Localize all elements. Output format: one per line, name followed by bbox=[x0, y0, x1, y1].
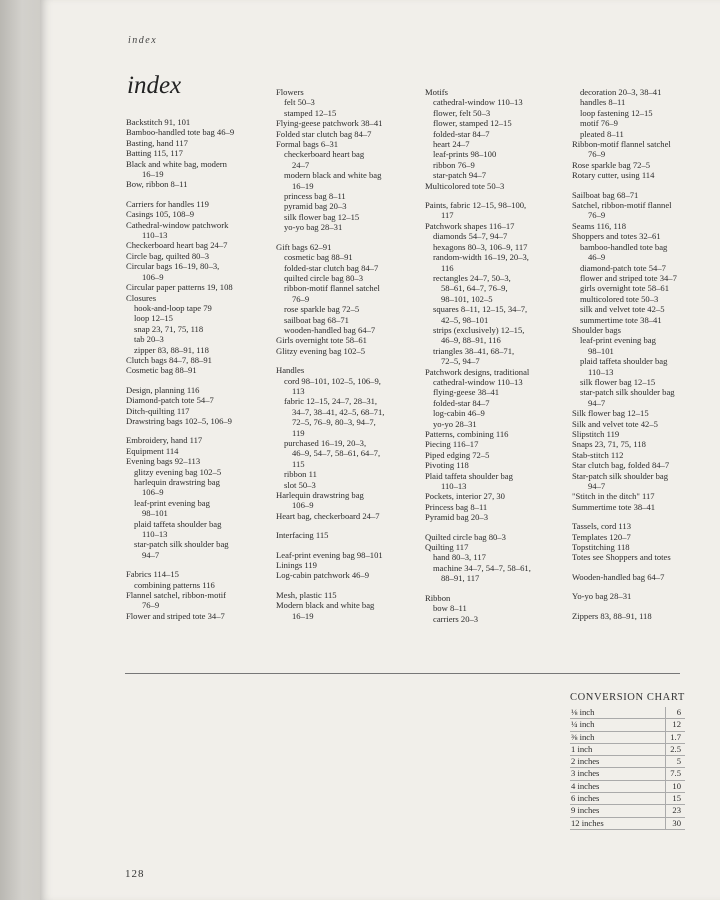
index-entry: Multicolored tote 50–3 bbox=[425, 180, 505, 191]
index-entry: Heart bag, checkerboard 24–7 bbox=[276, 510, 380, 521]
index-entry: Flower and striped tote 34–7 bbox=[126, 610, 225, 621]
index-entry: Girls overnight tote 58–61 bbox=[276, 335, 367, 346]
index-entry: Satchel, ribbon-motif flannel bbox=[572, 200, 672, 211]
index-entry-continuation: 94–7 bbox=[142, 549, 160, 560]
index-entry: Shoppers and totes 32–61 bbox=[572, 231, 661, 242]
index-letter-group bbox=[572, 190, 692, 513]
index-subentry: stamped 12–15 bbox=[284, 107, 337, 118]
index-entry: Closures bbox=[126, 292, 157, 303]
index-letter-group bbox=[572, 572, 692, 582]
index-entry: Topstitching 118 bbox=[572, 542, 630, 553]
index-subentry: loop fastening 12–15 bbox=[580, 107, 653, 118]
index-letter-group bbox=[572, 87, 692, 181]
index-letter-group bbox=[276, 530, 416, 540]
index-subentry: diamond-patch tote 54–7 bbox=[580, 262, 666, 273]
index-entry-continuation: 113 bbox=[292, 385, 305, 396]
index-subentry: fabric 12–15, 24–7, 28–31, bbox=[284, 396, 378, 407]
index-entry: Backstitch 91, 101 bbox=[126, 117, 191, 127]
metric-value: 30 bbox=[666, 817, 685, 829]
index-entry: Folded star clutch bag 84–7 bbox=[276, 128, 372, 139]
index-subentry: sailboat bag 68–71 bbox=[284, 314, 349, 325]
metric-value: 1.7 bbox=[666, 731, 685, 743]
index-entry: Shoulder bags bbox=[572, 324, 621, 335]
index-entry: Wooden-handled bag 64–7 bbox=[572, 571, 665, 582]
index-subentry: carriers 20–3 bbox=[433, 613, 479, 624]
page-title: index bbox=[127, 72, 182, 99]
index-entry: Tassels, cord 113 bbox=[572, 521, 631, 532]
inch-value: 1 inch bbox=[570, 743, 666, 755]
index-subentry: ribbon 11 bbox=[284, 469, 317, 480]
index-subentry: silk flower bag 12–15 bbox=[284, 211, 360, 222]
index-entry-continuation: 88–91, 117 bbox=[441, 573, 480, 584]
index-subentry: cathedral-window 110–13 bbox=[433, 376, 523, 387]
inch-value: 6 inches bbox=[570, 793, 666, 805]
index-subentry: flower, stamped 12–15 bbox=[433, 118, 512, 129]
index-entry-continuation: 110–13 bbox=[441, 481, 467, 492]
index-entry: Gift bags 62–91 bbox=[276, 241, 332, 252]
index-subentry: ribbon 76–9 bbox=[433, 159, 475, 170]
index-letter-group bbox=[572, 521, 692, 563]
index-letter-group bbox=[276, 590, 416, 621]
index-entry: Patchwork designs, traditional bbox=[425, 366, 530, 377]
index-subentry: squares 8–11, 12–15, 34–7, bbox=[433, 304, 528, 315]
index-letter-group bbox=[126, 117, 266, 190]
index-subentry: decoration 20–3, 38–41 bbox=[580, 87, 662, 97]
index-entry-continuation: 117 bbox=[441, 210, 454, 221]
metric-value: 6 bbox=[666, 707, 685, 719]
inch-value: 2 inches bbox=[570, 756, 666, 768]
index-entry-continuation: 16–19 bbox=[292, 180, 314, 191]
index-entry: Pockets, interior 27, 30 bbox=[425, 491, 505, 502]
inch-value: 9 inches bbox=[570, 805, 666, 817]
index-letter-group bbox=[126, 569, 266, 621]
conversion-row bbox=[570, 756, 685, 768]
conversion-row bbox=[570, 731, 685, 743]
index-entry: Embroidery, hand 117 bbox=[126, 435, 203, 446]
index-entry: Flowers bbox=[276, 87, 304, 97]
index-entry: Handles bbox=[276, 365, 305, 376]
index-subentry: bow 8–11 bbox=[433, 603, 467, 614]
index-column-2 bbox=[276, 87, 416, 630]
index-entry: Zippers 83, 88–91, 118 bbox=[572, 610, 652, 621]
index-entry: Modern black and white bag bbox=[276, 600, 375, 611]
index-letter-group bbox=[425, 532, 565, 584]
index-subentry: quilted circle bag 80–3 bbox=[284, 272, 363, 283]
index-entry-continuation: 34–7, 38–41, 42–5, 68–71, bbox=[292, 406, 385, 417]
index-entry: Flying-geese patchwork 38–41 bbox=[276, 118, 383, 129]
index-entry: Star-patch silk shoulder bag bbox=[572, 470, 669, 481]
index-letter-group bbox=[276, 550, 416, 581]
index-entry: Seams 116, 118 bbox=[572, 220, 627, 231]
metric-value: 7.5 bbox=[666, 768, 685, 780]
index-entry: Log-cabin patchwork 46–9 bbox=[276, 570, 370, 581]
index-entry: Drawstring bags 102–5, 106–9 bbox=[126, 415, 232, 426]
index-subentry: glitzy evening bag 102–5 bbox=[134, 466, 222, 477]
index-subentry: star-patch 94–7 bbox=[433, 170, 487, 181]
index-subentry: heart 24–7 bbox=[433, 139, 470, 150]
index-entry-continuation: 16–19 bbox=[292, 610, 314, 621]
index-entry: Pivoting 118 bbox=[425, 460, 469, 471]
index-entry: Pyramid bag 20–3 bbox=[425, 512, 489, 523]
index-entry-continuation: 76–9 bbox=[588, 210, 606, 221]
index-entry: Ditch-quilting 117 bbox=[126, 405, 190, 416]
index-entry: Plaid taffeta shoulder bag bbox=[425, 470, 513, 481]
index-entry-continuation: 116 bbox=[441, 262, 454, 273]
page-number: 128 bbox=[125, 868, 145, 880]
index-entry-continuation: 98–101 bbox=[142, 508, 168, 519]
index-letter-group bbox=[572, 591, 692, 601]
index-entry-continuation: 72–5, 94–7 bbox=[441, 356, 480, 367]
index-letter-group bbox=[126, 435, 266, 560]
index-entry: Motifs bbox=[425, 87, 448, 97]
index-entry: Ribbon-motif flannel satchel bbox=[572, 139, 671, 150]
index-subentry: slot 50–3 bbox=[284, 479, 316, 490]
index-entry: Circular paper patterns 19, 108 bbox=[126, 282, 233, 293]
index-subentry: folded-star 84–7 bbox=[433, 397, 490, 408]
index-subentry: leaf-print evening bag bbox=[134, 497, 210, 508]
conversion-row bbox=[570, 780, 685, 792]
index-subentry: princess bag 8–11 bbox=[284, 191, 346, 202]
index-entry: Princess bag 8–11 bbox=[425, 501, 488, 512]
index-subentry: flower and striped tote 34–7 bbox=[580, 272, 677, 283]
index-entry-continuation: 94–7 bbox=[588, 481, 606, 492]
index-subentry: checkerboard heart bag bbox=[284, 149, 365, 160]
index-entry: Evening bags 92–113 bbox=[126, 456, 201, 467]
index-entry: Bamboo-handled tote bag 46–9 bbox=[126, 127, 235, 138]
index-subentry: bamboo-handled tote bag bbox=[580, 241, 668, 252]
index-subentry: leaf-prints 98–100 bbox=[433, 149, 497, 160]
index-entry: Bow, ribbon 8–11 bbox=[126, 179, 188, 190]
index-entry: Star clutch bag, folded 84–7 bbox=[572, 460, 670, 471]
index-entry: Cathedral-window patchwork bbox=[126, 219, 229, 230]
index-subentry: folded-star clutch bag 84–7 bbox=[284, 262, 379, 273]
index-subentry: flower, felt 50–3 bbox=[433, 107, 491, 118]
inch-value: 12 inches bbox=[570, 817, 666, 829]
inch-value: ⅜ inch bbox=[570, 731, 666, 743]
index-entry: Diamond-patch tote 54–7 bbox=[126, 395, 214, 406]
index-entry: Checkerboard heart bag 24–7 bbox=[126, 240, 228, 251]
index-subentry: diamonds 54–7, 94–7 bbox=[433, 231, 508, 242]
index-subentry: combining patterns 116 bbox=[134, 579, 215, 590]
index-subentry: log-cabin 46–9 bbox=[433, 408, 485, 419]
index-subentry: wooden-handled bag 64–7 bbox=[284, 324, 376, 335]
index-letter-group bbox=[126, 385, 266, 427]
index-subentry: hook-and-loop tape 79 bbox=[134, 302, 212, 313]
index-subentry: purchased 16–19, 20–3, bbox=[284, 438, 367, 448]
index-entry: Circle bag, quilted 80–3 bbox=[126, 250, 210, 261]
index-subentry: random-width 16–19, 20–3, bbox=[433, 252, 529, 263]
index-subentry: girls overnight tote 58–61 bbox=[580, 283, 670, 294]
index-entry-continuation: 24–7 bbox=[292, 159, 310, 170]
conversion-chart bbox=[570, 692, 685, 830]
index-entry-continuation: 110–13 bbox=[142, 230, 168, 241]
index-entry-continuation: 76–9 bbox=[142, 600, 160, 611]
index-column-3 bbox=[425, 87, 565, 633]
index-entry: Carriers for handles 119 bbox=[126, 198, 209, 209]
index-entry: Yo-yo bag 28–31 bbox=[572, 591, 632, 602]
inch-value: ¼ inch bbox=[570, 719, 666, 731]
index-subentry: cosmetic bag 88–91 bbox=[284, 252, 353, 263]
index-entry-continuation: 110–13 bbox=[142, 529, 168, 540]
index-entry: Linings 119 bbox=[276, 560, 317, 571]
index-entry: Fabrics 114–15 bbox=[126, 569, 179, 580]
metric-value: 5 bbox=[666, 756, 685, 768]
index-subentry: silk and velvet tote 42–5 bbox=[580, 304, 665, 315]
index-entry: Paints, fabric 12–15, 98–100, bbox=[425, 200, 527, 211]
index-subentry: silk flower bag 12–15 bbox=[580, 376, 656, 387]
index-letter-group bbox=[572, 611, 692, 621]
index-entry: Slipstitch 119 bbox=[572, 429, 620, 439]
index-entry: Clutch bags 84–7, 88–91 bbox=[126, 354, 212, 365]
index-subentry: star-patch silk shoulder bag bbox=[580, 387, 675, 398]
index-entry-continuation: 58–61, 64–7, 76–9, bbox=[441, 283, 508, 294]
inch-value: 3 inches bbox=[570, 768, 666, 780]
index-letter-group bbox=[276, 242, 416, 356]
conversion-row bbox=[570, 817, 685, 829]
index-entry: Quilting 117 bbox=[425, 542, 469, 553]
conversion-row bbox=[570, 805, 685, 817]
index-subentry: multicolored tote 50–3 bbox=[580, 293, 659, 304]
index-entry-continuation: 76–9 bbox=[292, 293, 310, 304]
index-entry: Glitzy evening bag 102–5 bbox=[276, 345, 366, 356]
index-entry: Circular bags 16–19, 80–3, bbox=[126, 261, 220, 272]
index-entry: Casings 105, 108–9 bbox=[126, 209, 195, 220]
index-entry: Summertime tote 38–41 bbox=[572, 501, 656, 512]
conversion-chart-title: CONVERSION CHART bbox=[570, 692, 685, 703]
index-subentry: flying-geese 38–41 bbox=[433, 387, 500, 398]
index-subentry: pyramid bag 20–3 bbox=[284, 201, 347, 212]
index-subentry: hexagons 80–3, 106–9, 117 bbox=[433, 241, 528, 252]
metric-value: 10 bbox=[666, 780, 685, 792]
index-entry-continuation: 106–9 bbox=[142, 487, 164, 498]
index-column-1 bbox=[126, 117, 266, 630]
metric-value: 15 bbox=[666, 793, 685, 805]
index-entry-continuation: 94–7 bbox=[588, 397, 606, 408]
index-entry-continuation: 115 bbox=[292, 458, 305, 469]
index-entry: Basting, hand 117 bbox=[126, 137, 188, 148]
index-entry: Piped edging 72–5 bbox=[425, 449, 490, 460]
index-subentry: leaf-print evening bag bbox=[580, 335, 656, 346]
index-letter-group bbox=[425, 200, 565, 523]
index-subentry: cord 98–101, 102–5, 106–9, bbox=[284, 375, 381, 386]
running-head: index bbox=[128, 35, 158, 46]
index-subentry: triangles 38–41, 68–71, bbox=[433, 345, 515, 356]
conversion-row bbox=[570, 793, 685, 805]
index-entry: Rose sparkle bag 72–5 bbox=[572, 159, 651, 170]
index-entry-continuation: 42–5, 98–101 bbox=[441, 314, 489, 325]
index-entry-continuation: 106–9 bbox=[292, 500, 314, 511]
index-subentry: harlequin drawstring bag bbox=[134, 477, 220, 487]
index-subentry: tab 20–3 bbox=[134, 334, 164, 345]
index-subentry: machine 34–7, 54–7, 58–61, bbox=[433, 562, 531, 573]
index-column-4 bbox=[572, 87, 692, 630]
index-letter-group bbox=[425, 87, 565, 191]
conversion-table bbox=[570, 707, 685, 830]
index-entry-continuation: 46–9, 88–91, 116 bbox=[441, 335, 501, 346]
index-subentry: rectangles 24–7, 50–3, bbox=[433, 272, 511, 283]
index-entry: Silk flower bag 12–15 bbox=[572, 408, 649, 419]
index-entry: Piecing 116–17 bbox=[425, 439, 479, 450]
conversion-row bbox=[570, 768, 685, 780]
index-entry-continuation: 106–9 bbox=[142, 271, 164, 282]
index-subentry: pleated 8–11 bbox=[580, 128, 624, 139]
index-entry: Interfacing 115 bbox=[276, 530, 329, 541]
index-subentry: strips (exclusively) 12–15, bbox=[433, 324, 525, 335]
index-entry: Equipment 114 bbox=[126, 445, 179, 456]
index-subentry: plaid taffeta shoulder bag bbox=[580, 356, 668, 367]
index-entry: Quilted circle bag 80–3 bbox=[425, 531, 506, 542]
index-entry-continuation: 98–101, 102–5 bbox=[441, 293, 493, 304]
metric-value: 12 bbox=[666, 719, 685, 731]
index-subentry: snap 23, 71, 75, 118 bbox=[134, 323, 204, 334]
conversion-row bbox=[570, 743, 685, 755]
index-subentry: handles 8–11 bbox=[580, 97, 626, 108]
index-entry-continuation: 16–19 bbox=[142, 169, 164, 180]
index-entry-continuation: 46–9, 54–7, 58–61, 64–7, bbox=[292, 448, 381, 459]
index-subentry: hand 80–3, 117 bbox=[433, 552, 486, 563]
index-subentry: ribbon-motif flannel satchel bbox=[284, 283, 380, 294]
index-entry: Patchwork shapes 116–17 bbox=[425, 220, 515, 231]
index-letter-group bbox=[276, 365, 416, 521]
index-subentry: star-patch silk shoulder bag bbox=[134, 539, 229, 550]
index-entry: Flannel satchel, ribbon-motif bbox=[126, 590, 226, 601]
index-entry-continuation: 72–5, 76–9, 80–3, 94–7, bbox=[292, 417, 376, 428]
index-subentry: summertime tote 38–41 bbox=[580, 314, 662, 325]
index-subentry: modern black and white bag bbox=[284, 170, 382, 181]
index-entry-continuation: 110–13 bbox=[588, 366, 614, 377]
index-entry-continuation: 98–101 bbox=[588, 345, 614, 356]
index-entry: Cosmetic bag 88–91 bbox=[126, 365, 197, 376]
conversion-row bbox=[570, 719, 685, 731]
index-subentry: motif 76–9 bbox=[580, 118, 618, 129]
index-subentry: plaid taffeta shoulder bag bbox=[134, 518, 222, 529]
index-entry: Patterns, combining 116 bbox=[425, 429, 509, 439]
index-letter-group bbox=[425, 593, 565, 624]
index-entry: Black and white bag, modern bbox=[126, 158, 227, 169]
index-entry-continuation: 119 bbox=[292, 427, 305, 438]
metric-value: 23 bbox=[666, 805, 685, 817]
index-entry: Snaps 23, 71, 75, 118 bbox=[572, 439, 646, 450]
index-entry: Ribbon bbox=[425, 592, 451, 603]
index-entry: Sailboat bag 68–71 bbox=[572, 189, 639, 200]
index-subentry: yo-yo 28–31 bbox=[433, 418, 477, 429]
index-entry: Rotary cutter, using 114 bbox=[572, 170, 655, 181]
inch-value: ⅛ inch bbox=[570, 707, 666, 719]
index-subentry: yo-yo bag 28–31 bbox=[284, 222, 343, 233]
index-subentry: loop 12–15 bbox=[134, 313, 173, 324]
index-entry: Formal bags 6–31 bbox=[276, 139, 339, 150]
index-subentry: rose sparkle bag 72–5 bbox=[284, 304, 360, 315]
index-entry: Mesh, plastic 115 bbox=[276, 589, 337, 600]
index-entry: Silk and velvet tote 42–5 bbox=[572, 418, 658, 429]
index-letter-group bbox=[276, 87, 416, 233]
index-entry: Stab-stitch 112 bbox=[572, 449, 624, 460]
index-entry: Leaf-print evening bag 98–101 bbox=[276, 549, 383, 560]
index-subentry: folded-star 84–7 bbox=[433, 128, 490, 139]
index-subentry: cathedral-window 110–13 bbox=[433, 97, 523, 108]
index-entry-continuation: 76–9 bbox=[588, 149, 606, 160]
index-letter-group bbox=[126, 199, 266, 376]
metric-value: 2.5 bbox=[666, 743, 685, 755]
index-entry: Batting 115, 117 bbox=[126, 148, 183, 159]
index-entry-continuation: 46–9 bbox=[588, 252, 606, 263]
index-entry: "Stitch in the ditch" 117 bbox=[572, 491, 655, 502]
index-subentry: zipper 83, 88–91, 118 bbox=[134, 344, 209, 355]
conversion-row bbox=[570, 707, 685, 719]
index-entry: Design, planning 116 bbox=[126, 384, 200, 395]
book-binding-shadow bbox=[0, 0, 40, 900]
index-subentry: felt 50–3 bbox=[284, 97, 315, 108]
inch-value: 4 inches bbox=[570, 780, 666, 792]
index-entry: Templates 120–7 bbox=[572, 531, 631, 542]
index-entry: Harlequin drawstring bag bbox=[276, 490, 364, 501]
section-divider bbox=[125, 673, 680, 674]
index-entry: Totes see Shoppers and totes bbox=[572, 552, 671, 563]
